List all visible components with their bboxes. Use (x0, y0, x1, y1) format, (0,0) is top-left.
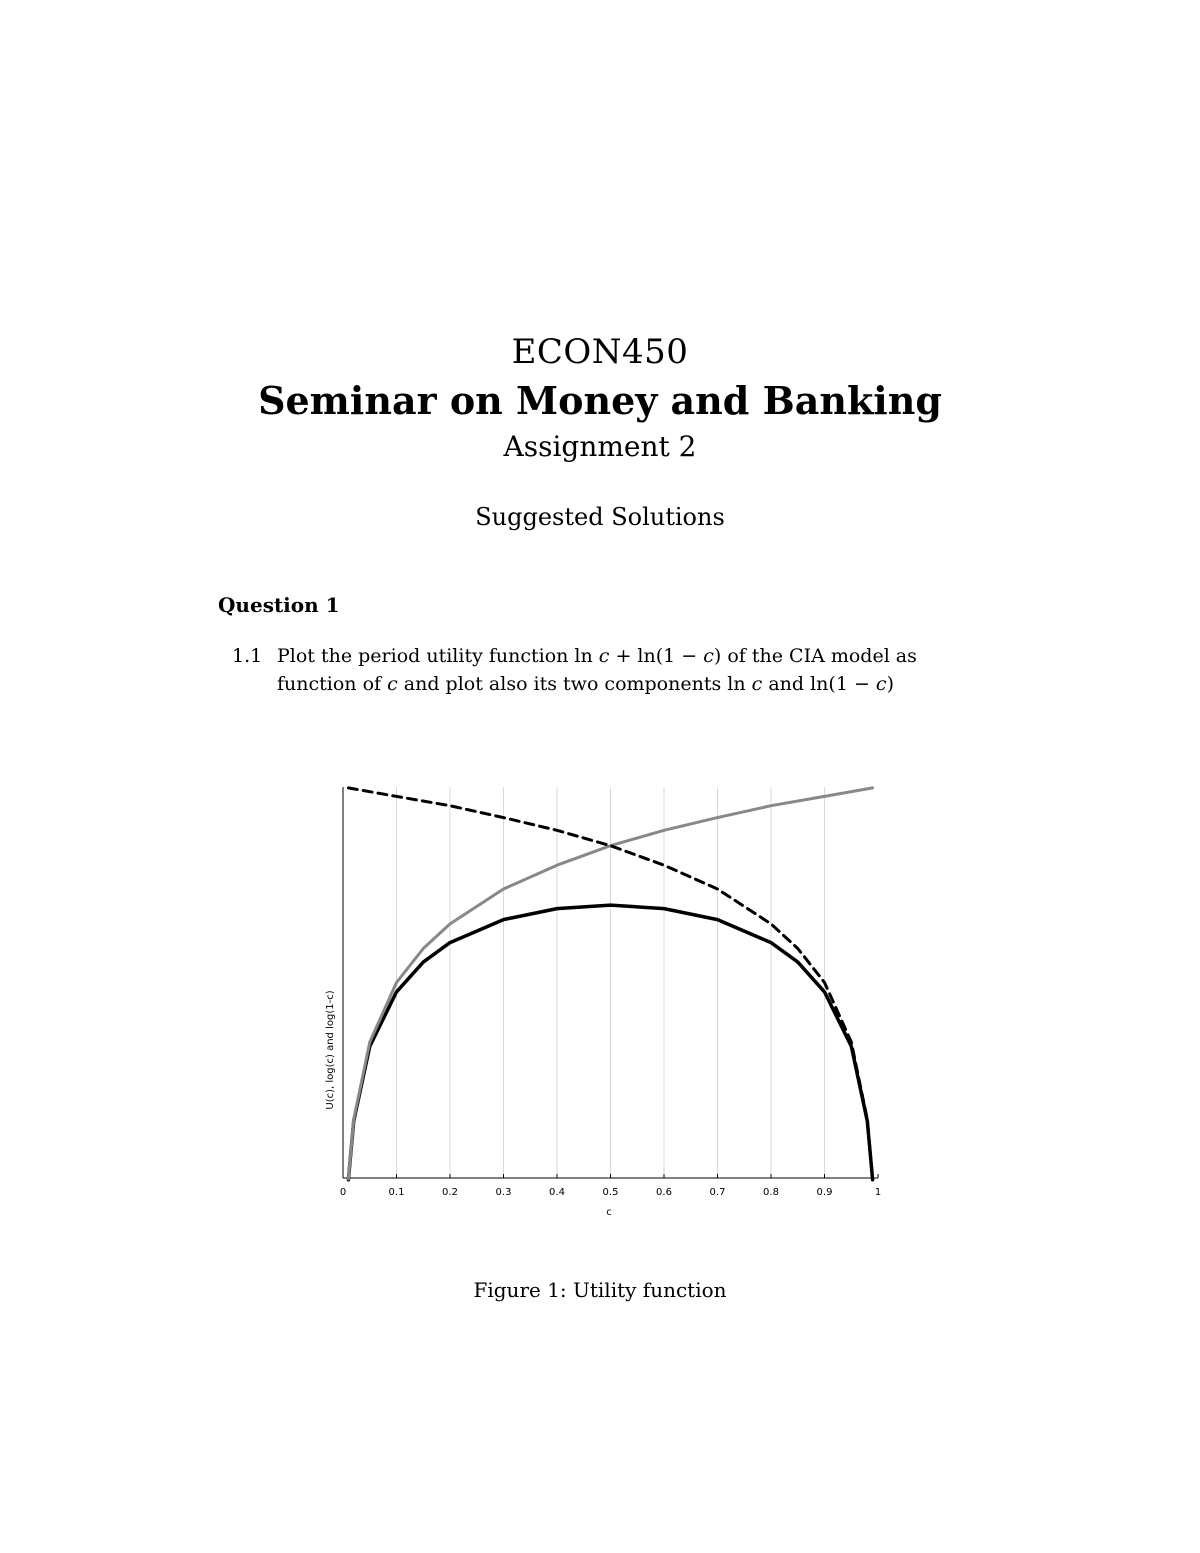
x-tick-label: 0.4 (549, 1187, 565, 1198)
x-tick-label: 0.2 (442, 1187, 458, 1198)
utility-chart (300, 770, 900, 1230)
x-axis-label: c (606, 1207, 612, 1218)
solutions-subtitle: Suggested Solutions (475, 503, 725, 531)
question-text-line-2 (277, 673, 894, 695)
q1-seg: ) of the CIA model as (713, 645, 917, 667)
x-tick-label: 1 (874, 1187, 882, 1198)
q1-seg: + ln(1 − (609, 645, 704, 667)
q1-var: c (598, 645, 610, 667)
x-tick-label: 0.6 (656, 1187, 672, 1198)
assignment-label: Assignment 2 (503, 430, 697, 463)
x-tick-label: 0.3 (495, 1187, 512, 1198)
x-tick-label: 0 (339, 1187, 347, 1198)
y-axis-label: U(c), log(c) and log(1-c) (325, 990, 336, 1110)
q1-seg: Plot the period utility function ln (277, 645, 599, 667)
question-heading: Question 1 (218, 593, 340, 617)
course-title: Seminar on Money and Banking (258, 378, 942, 423)
question-number: 1.1 (232, 645, 263, 667)
question-text-line-1 (232, 645, 917, 667)
x-tick-label: 0.7 (709, 1187, 726, 1198)
q2-seg: function of (277, 673, 388, 695)
q1-var: c (703, 645, 714, 667)
x-tick-label: 0.9 (816, 1187, 833, 1198)
q2-var: c (751, 673, 763, 695)
x-tick-label: 0.5 (602, 1187, 619, 1198)
figure-caption: Figure 1: Utility function (473, 1278, 727, 1302)
x-tick-label: 0.1 (388, 1187, 405, 1198)
x-tick-label: 0.8 (763, 1187, 779, 1198)
q2-var: c (387, 673, 398, 695)
q2-seg: and plot also its two components ln (397, 673, 752, 695)
q2-seg: and ln(1 − (762, 673, 876, 695)
q2-seg: ) (886, 673, 894, 695)
course-code: ECON450 (511, 332, 689, 372)
q2-var: c (875, 673, 887, 695)
